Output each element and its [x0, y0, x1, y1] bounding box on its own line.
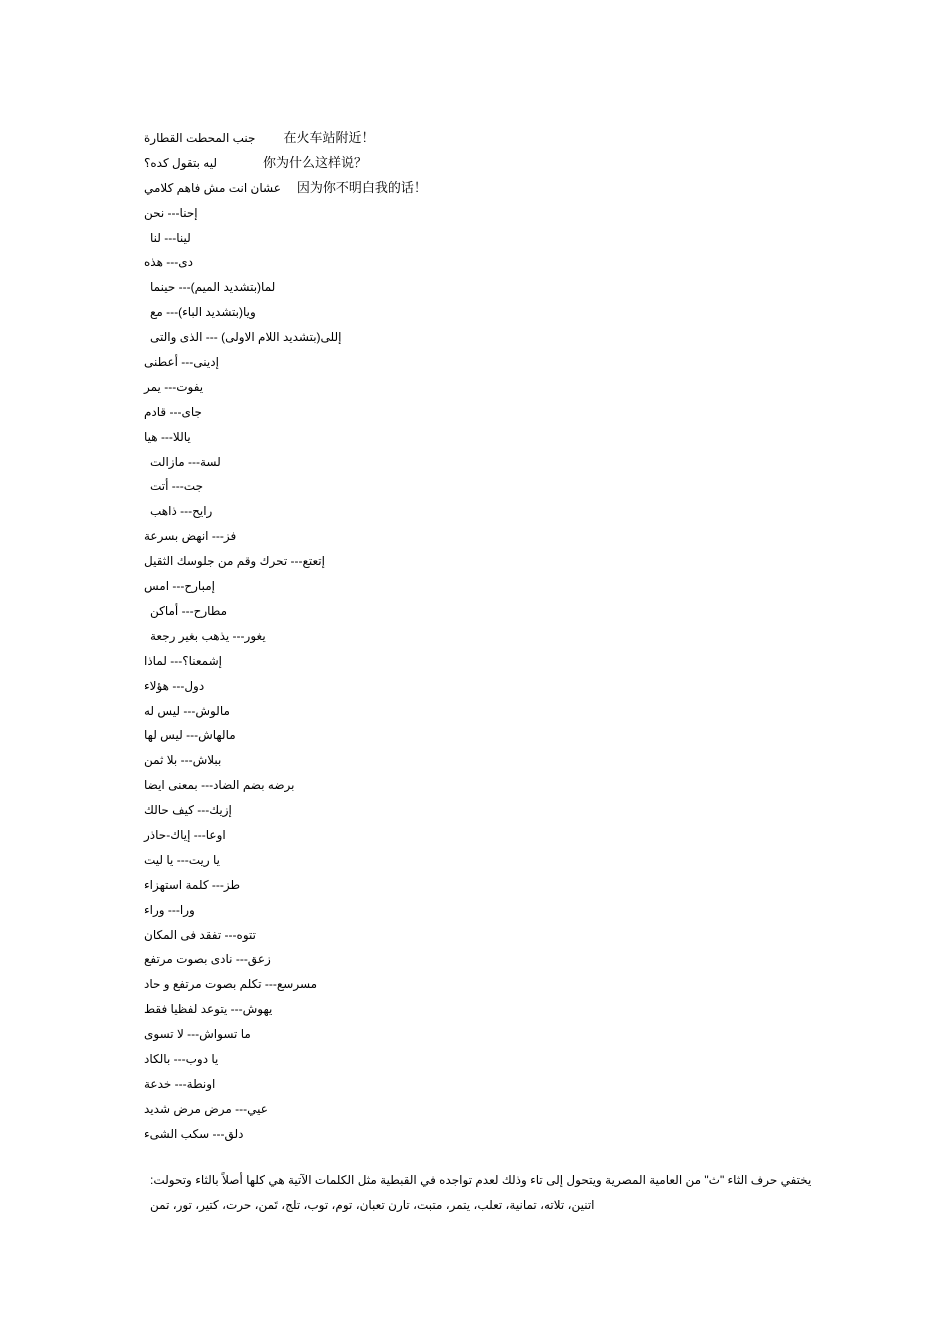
- vocab-entry: ببلاش--- بلا ثمن: [144, 753, 222, 768]
- vocab-line: [144, 425, 664, 450]
- phrase-line: [144, 176, 664, 201]
- phrase-list: [144, 126, 664, 201]
- vocab-entry: يا دوب--- بالكاد: [144, 1051, 219, 1066]
- vocab-entry: دلق--- سكب الشىء: [144, 1126, 244, 1141]
- vocab-line: [144, 798, 664, 823]
- vocab-entry: رايح--- ذاهب: [150, 504, 213, 519]
- vocab-line: [144, 325, 664, 350]
- vocab-line: [144, 1047, 664, 1072]
- vocab-line: [144, 674, 664, 699]
- vocab-entry: يا ريت--- يا ليت: [144, 852, 220, 867]
- vocab-entry: جت--- أتت: [150, 479, 203, 494]
- phrase-chinese: 在火车站附近！: [283, 131, 375, 146]
- vocab-line: [144, 375, 664, 400]
- vocab-entry: دى--- هذه: [144, 255, 193, 270]
- vocab-entry: تتوه--- تفقد فى المكان: [144, 927, 256, 942]
- note-text: يختفي حرف الثاء "ث" من العامية المصرية ويتحول إلى تاء وذلك لعدم تواجده في القبطية مثل الكلمات الآتية هي كلها أصلاً بالثاء وتحولت:: [150, 1173, 812, 1187]
- vocab-entry: فز--- انهض بسرعة: [144, 529, 237, 544]
- vocab-entry: يفوت--- يمر: [144, 379, 204, 394]
- vocab-line: [144, 624, 664, 649]
- vocab-line: [144, 923, 664, 948]
- vocab-line: [144, 873, 664, 898]
- vocab-entry: ما تسواش--- لا تسوى: [144, 1027, 251, 1042]
- vocab-entry: إمبارح--- امس: [144, 579, 215, 594]
- vocab-entry: لينا--- لنا: [150, 230, 191, 245]
- vocab-entry: يهوش--- يتوعد لفظيا فقط: [144, 1002, 273, 1017]
- vocab-entry: طز--- كلمة استهزاء: [144, 877, 241, 892]
- vocab-line: [144, 574, 664, 599]
- vocab-line: [144, 699, 664, 724]
- phrase-arabic: جنب المحطت القطارة: [144, 131, 256, 145]
- vocab-line: [144, 300, 664, 325]
- vocab-entry: برضه بضم الضاد--- بمعنى ايضا: [144, 778, 295, 793]
- vocab-line: [144, 1072, 664, 1097]
- vocab-line: [144, 898, 664, 923]
- vocab-line: [144, 275, 664, 300]
- vocab-entry: لما(بتشديد الميم)--- حينما: [150, 280, 276, 295]
- vocabulary-list: [144, 201, 664, 1147]
- vocab-entry: اونطة--- خدعة: [144, 1076, 216, 1091]
- vocab-entry: إزيك--- كيف حالك: [144, 803, 232, 818]
- vocab-entry: مطارح--- أماكن: [150, 603, 228, 618]
- vocab-entry: اوعا--- إياك-حاذر: [144, 827, 226, 842]
- vocab-entry: مسرسع--- تكلم بصوت مرتفع و حاد: [144, 977, 318, 992]
- vocab-line: [144, 599, 664, 624]
- note-line: [150, 1168, 812, 1193]
- vocab-entry: جاى--- قادم: [144, 404, 202, 419]
- vocab-entry: إللى(بتشديد اللام الاولى) --- الذى والتى: [150, 330, 342, 345]
- vocab-line: [144, 474, 664, 499]
- vocab-line: [144, 997, 664, 1022]
- phrase-line: [144, 126, 664, 151]
- vocab-line: [144, 350, 664, 375]
- vocab-entry: إشمعنا؟--- لماذا: [144, 653, 223, 668]
- vocab-entry: إتعتع--- تحرك وقم من جلوسك الثقيل: [144, 554, 325, 569]
- vocab-entry: لسة--- مازالت: [150, 454, 221, 469]
- vocab-entry: مالهاش--- ليس لها: [144, 728, 236, 743]
- phrase-arabic: عشان انت مش فاهم كلامي: [144, 180, 281, 195]
- phrase-chinese: 你为什么这样说？: [263, 155, 368, 171]
- vocab-line: [144, 400, 664, 425]
- letter-note: [150, 1168, 812, 1218]
- phrase-chinese: 因为你不明白我的话！: [296, 180, 427, 196]
- vocab-line: [144, 823, 664, 848]
- vocab-line: [144, 226, 664, 251]
- vocab-line: [144, 524, 664, 549]
- phrase-line: [144, 151, 664, 176]
- vocab-entry: ياللا--- هيا: [144, 429, 191, 444]
- vocab-line: [144, 1097, 664, 1122]
- vocab-line: [144, 250, 664, 275]
- vocab-line: [144, 947, 664, 972]
- vocab-line: [144, 549, 664, 574]
- phrase-arabic: ليه بتقول كده؟: [144, 155, 217, 170]
- vocab-entry: عيي--- مرض مرض شديد: [144, 1101, 268, 1116]
- note-line: [150, 1193, 800, 1218]
- vocab-line: [144, 972, 664, 997]
- vocab-entry: ويا(بتشديد الباء)--- مع: [150, 305, 256, 320]
- vocab-line: [144, 1122, 664, 1147]
- vocab-line: [144, 1022, 664, 1047]
- vocab-entry: إدينى--- أعطنى: [144, 355, 219, 370]
- vocab-line: [144, 748, 664, 773]
- vocab-line: [144, 848, 664, 873]
- vocab-entry: إحنا--- نحن: [144, 205, 198, 220]
- vocab-entry: زعق--- نادى بصوت مرتفع: [144, 952, 271, 967]
- vocab-entry: ورا--- وراء: [144, 902, 195, 917]
- vocab-entry: يغور--- يذهب بغير رجعة: [150, 628, 266, 643]
- vocab-entry: دول--- هؤلاء: [144, 678, 205, 693]
- vocab-line: [144, 499, 664, 524]
- vocab-line: [144, 450, 664, 475]
- vocab-line: [144, 723, 664, 748]
- vocab-line: [144, 201, 664, 226]
- vocab-line: [144, 649, 664, 674]
- note-words: اتنين، تلاته، تمانية، تعلب، يتمر، متبت، تارن تعبان، توم، توب، تلج، تَمن، حرت، كتير، تور، تمن: [150, 1198, 595, 1212]
- vocab-entry: مالوش--- ليس له: [144, 703, 230, 718]
- vocab-line: [144, 773, 664, 798]
